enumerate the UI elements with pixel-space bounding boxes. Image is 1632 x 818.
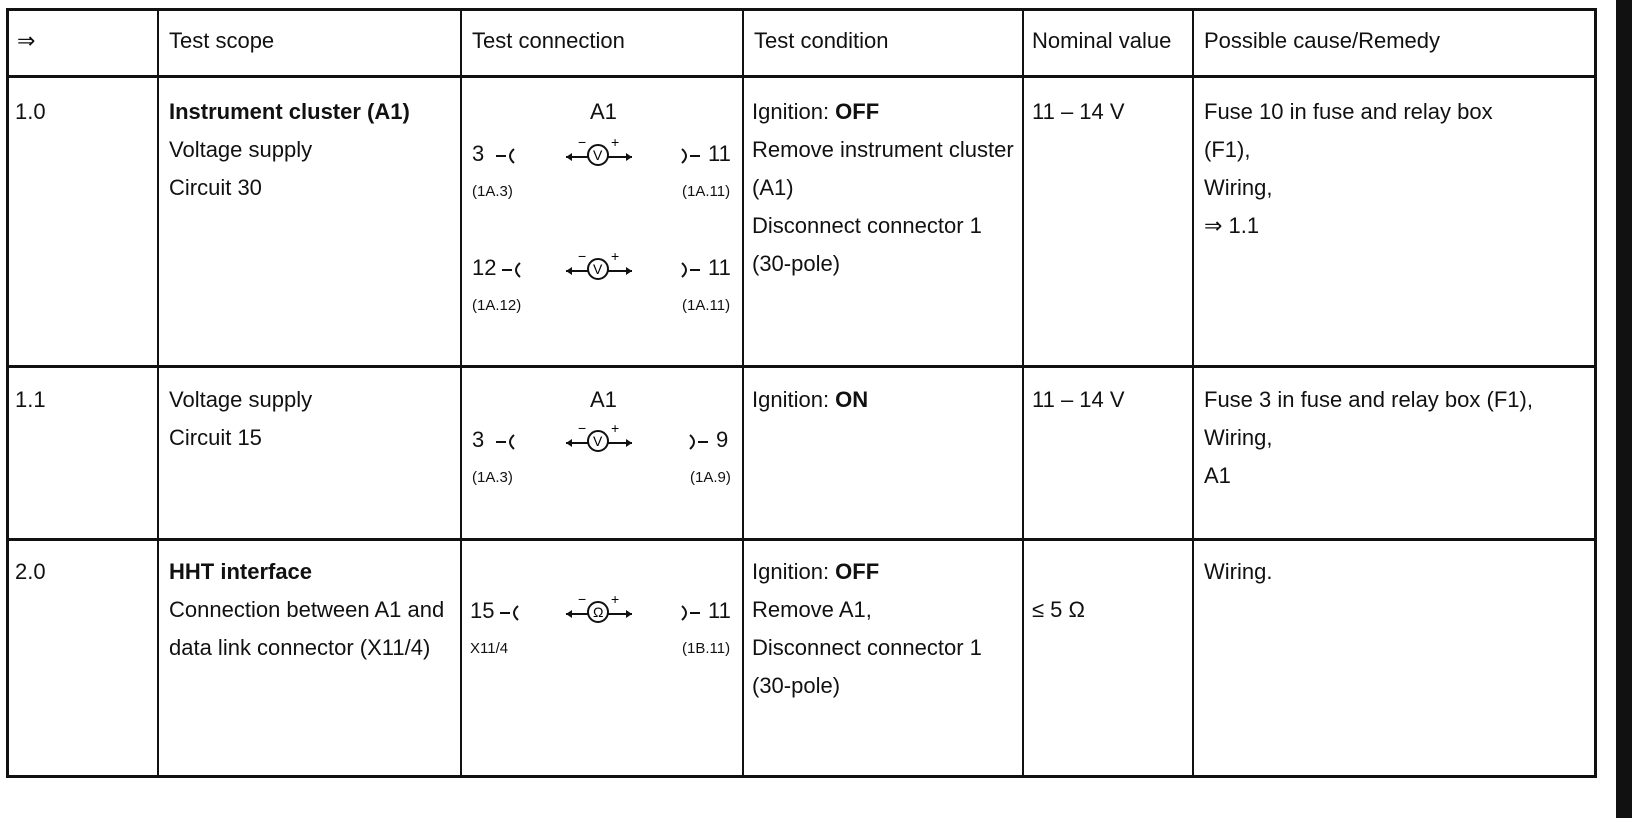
scope-title: Instrument cluster (A1) <box>169 99 410 124</box>
nominal-value: 11 – 14 V <box>1032 387 1125 412</box>
scope-title: HHT interface <box>169 559 313 584</box>
meter-symbol: Ω <box>593 604 604 620</box>
ohmmeter-icon <box>564 592 636 632</box>
voltmeter-icon <box>564 249 636 289</box>
meter-symbol: V <box>593 261 603 277</box>
voltmeter-icon <box>564 135 636 175</box>
connector-plug-icon <box>686 431 710 453</box>
header-test-scope: Test scope <box>169 28 275 53</box>
pin-left: 12 <box>472 255 497 280</box>
test-scope <box>169 553 444 667</box>
test-scope <box>169 381 312 457</box>
remedy-line: Wiring, <box>1204 425 1273 450</box>
possible-cause <box>1204 381 1533 495</box>
connector-socket-icon <box>494 145 518 167</box>
row-divider <box>9 365 1594 368</box>
col-divider <box>1022 11 1024 775</box>
pin-left: 3 <box>472 141 485 166</box>
row-divider <box>9 538 1594 541</box>
test-connection <box>460 75 742 365</box>
remedy-line: ⇒ 1.1 <box>1204 213 1260 238</box>
row-number: 1.1 <box>15 387 46 412</box>
connection-unit-label: A1 <box>590 387 617 412</box>
meter-symbol: V <box>593 433 603 449</box>
pin-right: 11 <box>708 141 731 166</box>
col-divider <box>742 11 744 775</box>
test-connection <box>460 365 742 538</box>
test-condition <box>752 553 982 705</box>
col-divider <box>157 11 159 775</box>
plus-sign: + <box>611 249 620 264</box>
minus-sign: − <box>578 249 587 264</box>
connector-plug-icon <box>678 145 702 167</box>
plus-sign: + <box>611 135 620 150</box>
pin-right: 9 <box>716 427 729 452</box>
row-number: 2.0 <box>15 559 46 584</box>
pin-right-sub: (1A.11) <box>682 183 731 200</box>
nominal-value: ≤ 5 Ω <box>1032 597 1085 622</box>
pin-right: 11 <box>708 255 731 280</box>
pin-right-sub: (1A.11) <box>682 297 731 314</box>
pin-left-sub: (1A.12) <box>472 297 522 314</box>
ignition-condition <box>752 93 1014 131</box>
ignition-label: Ignition: <box>752 387 836 412</box>
ignition-state: ON <box>835 387 869 412</box>
connector-plug-icon <box>678 602 702 624</box>
header-test-condition: Test condition <box>754 28 889 53</box>
header-possible-cause: Possible cause/Remedy <box>1204 28 1441 53</box>
minus-sign: − <box>578 592 587 607</box>
scope-line: Voltage supply <box>169 137 313 162</box>
ignition-condition <box>752 381 868 419</box>
row-number: 1.0 <box>15 99 46 124</box>
test-condition <box>752 381 868 419</box>
condition-line: Disconnect connector 1 <box>752 635 982 660</box>
voltmeter-icon <box>564 421 636 461</box>
header-test-connection: Test connection <box>472 28 625 53</box>
possible-cause <box>1204 553 1272 591</box>
meter-symbol: V <box>593 147 603 163</box>
ignition-condition <box>752 553 982 591</box>
connector-socket-icon <box>500 259 524 281</box>
pin-left-sub: (1A.3) <box>472 469 513 486</box>
col-divider <box>1192 11 1194 775</box>
condition-line: Remove instrument cluster <box>752 137 1014 162</box>
scope-line: Circuit 15 <box>169 425 262 450</box>
pin-right-sub: (1B.11) <box>682 640 731 657</box>
scope-line: Voltage supply <box>169 387 313 412</box>
condition-line: (30-pole) <box>752 251 841 276</box>
remedy-line: (F1), <box>1204 137 1251 162</box>
pin-left-sub: X11/4 <box>470 640 509 657</box>
row-divider <box>9 75 1594 78</box>
pin-right: 11 <box>708 598 731 623</box>
condition-line: (A1) <box>752 175 794 200</box>
minus-sign: − <box>578 421 587 436</box>
condition-line: Remove A1, <box>752 597 872 622</box>
pin-right-sub: (1A.9) <box>690 469 731 486</box>
remedy-line: Fuse 10 in fuse and relay box <box>1204 99 1493 124</box>
pin-left-sub: (1A.3) <box>472 183 513 200</box>
plus-sign: + <box>611 421 620 436</box>
ignition-label: Ignition: <box>752 99 836 124</box>
connector-socket-icon <box>498 602 522 624</box>
remedy-line: Wiring. <box>1204 559 1273 584</box>
scope-line: Circuit 30 <box>169 175 262 200</box>
plus-sign: + <box>611 592 620 607</box>
nominal-value: 11 – 14 V <box>1032 99 1125 124</box>
header-nominal-value: Nominal value <box>1032 28 1172 53</box>
ignition-state: OFF <box>835 99 880 124</box>
connector-plug-icon <box>678 259 702 281</box>
header-arrow: ⇒ <box>17 28 36 53</box>
scope-line: data link connector (X11/4) <box>169 635 431 660</box>
remedy-line: Fuse 3 in fuse and relay box (F1), <box>1204 387 1533 412</box>
connector-socket-icon <box>494 431 518 453</box>
test-table <box>6 8 1597 778</box>
minus-sign: − <box>578 135 587 150</box>
scope-line: Connection between A1 and <box>169 597 445 622</box>
possible-cause <box>1204 93 1493 245</box>
page-edge-bar <box>1616 0 1632 818</box>
condition-line: (30-pole) <box>752 673 841 698</box>
condition-line: Disconnect connector 1 <box>752 213 982 238</box>
remedy-line: Wiring, <box>1204 175 1273 200</box>
connection-unit-label: A1 <box>590 99 617 124</box>
pin-left: 3 <box>472 427 485 452</box>
pin-left: 15 <box>470 598 495 623</box>
remedy-line: A1 <box>1204 463 1231 488</box>
test-condition <box>752 93 1014 283</box>
ignition-state: OFF <box>835 559 880 584</box>
ignition-label: Ignition: <box>752 559 836 584</box>
test-connection <box>460 538 742 781</box>
test-scope <box>169 93 410 207</box>
